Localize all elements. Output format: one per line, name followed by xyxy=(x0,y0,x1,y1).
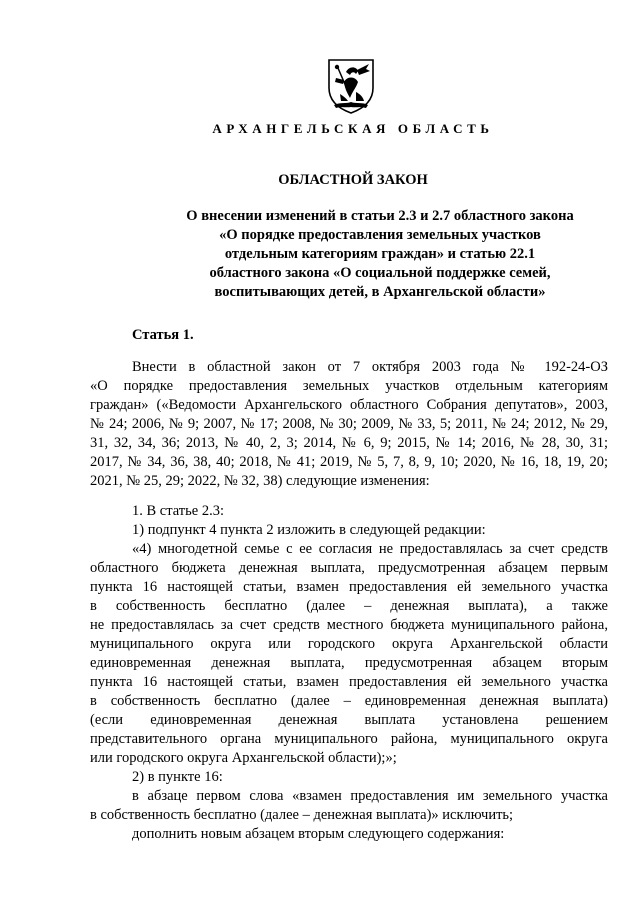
subitem-2-paragraph-1 xyxy=(90,787,608,825)
article-body xyxy=(90,358,608,844)
text-line: «4) многодетной семье с ее согласия не предоставлялась за счет средств xyxy=(132,541,608,557)
intro-paragraph xyxy=(90,358,608,491)
text-line: пункта 16 настоящей статьи, взамен предоставления ей земельного участка xyxy=(90,674,608,690)
law-title-line: О внесении изменений в статьи 2.3 и 2.7 областного закона xyxy=(186,208,574,224)
item-1: 1. В статье 2.3: xyxy=(132,503,224,519)
text-line: в собственность бесплатно (далее – единовременная денежная выплата) xyxy=(90,693,608,709)
text-line: не предоставлялась за счет средств местного бюджета муниципального района, xyxy=(90,617,608,633)
text-line: представительного органа муниципального района, муниципального округа xyxy=(90,731,608,747)
text-line: муниципального округа или городского округа Архангельской области xyxy=(90,636,608,652)
law-title-line: областного закона «О социальной поддержке семей, xyxy=(209,265,551,281)
subitem-2: 2) в пункте 16: xyxy=(132,769,223,785)
region-name: АРХАНГЕЛЬСКАЯ ОБЛАСТЬ xyxy=(212,121,494,136)
text-line: 31, 32, 34, 36; 2013, № 40, 2, 3; 2014, № 6, 9; 2015, № 14; 2016, № 28, 30, 31; xyxy=(90,435,608,451)
text-line: 2017, № 34, 36, 38, 40; 2018, № 41; 2019, № 5, 7, 8, 9, 10; 2020, № 16, 18, 19, 20; xyxy=(90,454,608,470)
text-line: в абзаце первом слова «взамен предоставления им земельного участка xyxy=(132,788,608,804)
law-title xyxy=(90,207,640,302)
text-line: 2021, № 25, 29; 2022, № 32, 38) следующие изменения: xyxy=(90,473,430,489)
text-line: в собственность бесплатно (далее – денежная выплата), а также xyxy=(90,598,608,614)
law-title-line: воспитывающих детей, в Архангельской области» xyxy=(214,284,546,300)
text-line: в собственность бесплатно (далее – денежная выплата)» исключить; xyxy=(90,807,514,823)
text-line: пункта 16 настоящей статьи, взамен предоставления ей земельного участка xyxy=(90,579,608,595)
text-line: единовременная денежная выплата, предусмотренная абзацем вторым xyxy=(90,655,608,671)
text-line: Внести в областной закон от 7 октября 2003 года № 192-24-ОЗ xyxy=(132,359,608,375)
text-line: областного бюджета денежная выплата, предусмотренная абзацем первым xyxy=(90,560,608,576)
law-title-line: отдельным категориям граждан» и статью 22.1 xyxy=(224,246,536,262)
text-line: № 24; 2006, № 9; 2007, № 17; 2008, № 30; 2009, № 33, 5; 2011, № 24; 2012, № 29, xyxy=(90,416,608,432)
article-heading: Статья 1. xyxy=(132,327,194,343)
text-line: (если единовременная денежная выплата установлена решением xyxy=(90,712,608,728)
law-type-heading: ОБЛАСТНОЙ ЗАКОН xyxy=(278,172,428,188)
quoted-amendment xyxy=(90,540,608,768)
subitem-2-paragraph-2: дополнить новым абзацем вторым следующего содержания: xyxy=(132,826,505,842)
arkhangelsk-coat-of-arms-icon xyxy=(326,58,376,114)
text-line: граждан» («Ведомости Архангельского областного Собрания депутатов», 2003, xyxy=(90,397,608,413)
subitem-1: 1) подпункт 4 пункта 2 изложить в следующей редакции: xyxy=(132,522,486,538)
text-line: или городского округа Архангельской области);»; xyxy=(90,750,397,766)
text-line: «О порядке предоставления земельных участков отдельным категориям xyxy=(90,378,608,394)
law-title-line: «О порядке предоставления земельных участков xyxy=(219,227,541,243)
